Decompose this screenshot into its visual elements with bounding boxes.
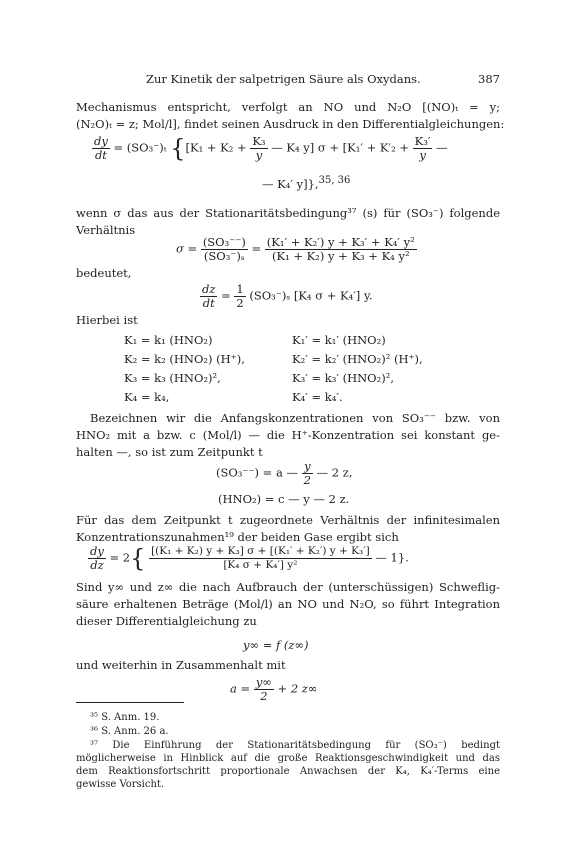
running-title: Zur Kinetik der salpetrigen Säure als Oxydans.: [146, 72, 421, 86]
definition: K₄ = k₄,: [124, 390, 170, 404]
fraction: $\frac{\text{K₃′}}{y}$: [414, 134, 431, 162]
fraction: $\frac{dy}{dz}$: [90, 544, 104, 572]
paragraph-line: säure erhaltenen Beträge (Mol/l) an NO und N₂O, so führt Integration: [76, 597, 500, 611]
definition: K₃′ = k₃′ (HNO₂)²,: [292, 371, 394, 385]
equation-dy-dz: $\frac{dy}{dz}$ = 2{ $\frac{\text{[(K₁ + K₂) y + K₃] σ + [(K₁′ + K₂′) y + K₃′]}}{\text{[K₄ σ + K₄′] y²}}$ — 1}.: [90, 544, 409, 573]
page-number: 387: [478, 72, 500, 86]
footnote: ³⁶ S. Anm. 26 a.: [90, 726, 169, 737]
equation-a: a = $\frac{y\infty}{2}$ + 2 z∞: [230, 675, 318, 703]
definition: K₂ = k₂ (HNO₂) (H⁺),: [124, 352, 245, 366]
fraction: $\frac{\text{(SO₃⁻⁻)}}{\text{(SO₃⁻)ₛ}}$: [202, 235, 246, 263]
fraction: $\frac{\text{[(K₁ + K₂) y + K₃] σ + [(K₁′ + K₂′) y + K₃′]}}{\text{[K₄ σ + K₄′] y²}}$: [151, 545, 370, 571]
fraction: $\frac{dy}{dt}$: [94, 134, 108, 162]
footnote: möglicherweise in Hinblick auf die große Reaktionsgeschwindigkeit und das: [76, 753, 500, 764]
paragraph-line: bedeutet,: [76, 266, 132, 280]
paragraph-line: wenn σ das aus der Stationaritätsbedingung³⁷ (s) für (SO₃⁻) folgende: [76, 206, 500, 220]
fraction: $\frac{\text{K₃}}{y}$: [252, 134, 266, 162]
paragraph-line: Sind y∞ und z∞ die nach Aufbrauch der (unterschüssigen) Schweflig-: [76, 580, 500, 594]
footnote: dem Reaktionsfortschritt proportionale Anwachsen der K₄, K₄′-Terms eine: [76, 766, 500, 777]
paragraph-line: Verhältnis: [76, 223, 136, 237]
footnote: ³⁷ Die Einführung der Stationaritätsbedingung für (SO₃⁻) bedingt: [90, 740, 500, 751]
footnote-divider: [76, 702, 184, 703]
paragraph-line: (N₂O)ₜ = z; Mol/l], findet seinen Ausdruck in den Differentialgleichungen:: [76, 117, 505, 131]
definition: K₁ = k₁ (HNO₂): [124, 333, 213, 347]
equation-sigma: σ = $\frac{\text{(SO₃⁻⁻)}}{\text{(SO₃⁻)ₛ}}$ = $\frac{\text{(K₁′ + K₂′) y + K₃′ + K₄′ y²}}{\text{(K₁ + K₂) y + K₃ + K₄ y²}}$: [176, 235, 415, 263]
paragraph-line: Hierbei ist: [76, 313, 138, 327]
footnote: gewisse Vorsicht.: [76, 779, 165, 790]
definition: K₁′ = k₁′ (HNO₂): [292, 333, 386, 347]
equation-continuation: — K₄′ y]},$^{35, 36}$: [262, 175, 351, 191]
fraction: $\frac{y}{2}$: [303, 459, 311, 487]
footnote: ³⁵ S. Anm. 19.: [90, 712, 160, 723]
fraction: $\frac{1}{2}$: [236, 282, 244, 310]
definition: K₃ = k₃ (HNO₂)²,: [124, 371, 221, 385]
equation-dz-dt: $\frac{dz}{dt}$ = $\frac{1}{2}$ (SO₃⁻)ₛ [K₄ σ + K₄′] y.: [202, 282, 373, 310]
paragraph-line: und weiterhin in Zusammenhalt mit: [76, 658, 286, 672]
fraction: $\frac{\text{(K₁′ + K₂′) y + K₃′ + K₄′ y²}}{\text{(K₁ + K₂) y + K₃ + K₄ y²}}$: [266, 235, 415, 263]
equation-hno2: (HNO₂) = c — y — 2 z.: [218, 492, 350, 506]
paragraph-line: Mechanismus entspricht, verfolgt an NO und N₂O [(NO)ₜ = y;: [76, 100, 500, 114]
paragraph-line: HNO₂ mit a bzw. c (Mol/l) — die H⁺-Konzentration sei konstant ge-: [76, 428, 500, 442]
definition: K₂′ = k₂′ (HNO₂)² (H⁺),: [292, 352, 423, 366]
equation-dy-dt: $\frac{dy}{dt}$ = (SO₃⁻)ₜ {[K₁ + K₂ + $\frac{\text{K₃}}{y}$ — K₄ y] σ + [K₁′ + K′₂ + $\frac{\text{K₃′}}{y}$ —: [94, 134, 448, 163]
paragraph-line: Konzentrationszunahmen¹⁹ der beiden Gase ergibt sich: [76, 530, 399, 544]
paragraph-line: Bezeichnen wir die Anfangskonzentrationen von SO₃⁻⁻ bzw. von: [90, 411, 500, 425]
paragraph-line: dieser Differentialgleichung zu: [76, 614, 257, 628]
definition: K₄′ = k₄′.: [292, 390, 343, 404]
equation-so3: (SO₃⁻⁻) = a — $\frac{y}{2}$ — 2 z,: [216, 459, 353, 487]
paragraph-line: halten —, so ist zum Zeitpunkt t: [76, 445, 263, 459]
fraction: $\frac{dz}{dt}$: [202, 282, 216, 310]
equation-y-inf: y∞ = f (z∞): [243, 638, 309, 652]
paragraph-line: Für das dem Zeitpunkt t zugeordnete Verhältnis der infinitesimalen: [76, 513, 500, 527]
fraction: $\frac{y\infty}{2}$: [255, 675, 272, 703]
